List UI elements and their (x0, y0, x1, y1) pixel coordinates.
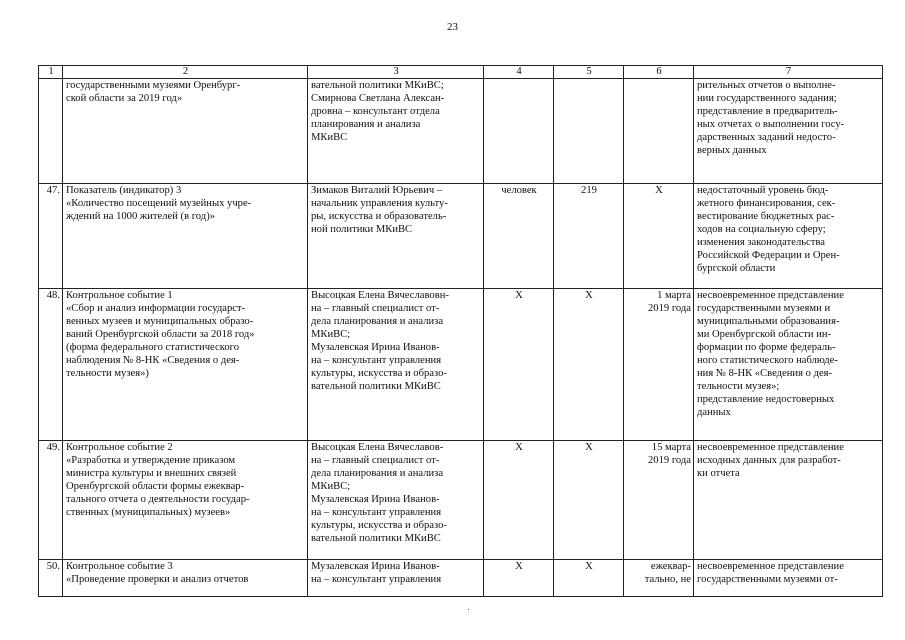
row-responsible: Зимаков Виталий Юрьевич – начальник управления культу- ры, искусства и образователь- ной политики МКиВС (308, 184, 484, 289)
row-value (554, 79, 624, 184)
column-header: 7 (694, 66, 883, 79)
row-risks: несвоевременное представление государственными музеями от- (694, 560, 883, 597)
column-header: 3 (308, 66, 484, 79)
row-risks: несвоевременное представление исходных данных для разработ- ки отчета (694, 441, 883, 560)
column-header: 6 (624, 66, 694, 79)
row-name: Показатель (индикатор) 3 «Количество посещений музейных учре- ждений на 1000 жителей (в год)» (63, 184, 308, 289)
row-date: 15 марта 2019 года (624, 441, 694, 560)
row-unit: Х (484, 560, 554, 597)
row-number: 49. (39, 441, 63, 560)
row-unit: Х (484, 441, 554, 560)
row-number: 50. (39, 560, 63, 597)
row-number: 47. (39, 184, 63, 289)
table-row (39, 289, 883, 441)
row-responsible: Высоцкая Елена Вячеславовн- на – главный специалист от- дела планирования и анализа МКиВС; Музалевская Ирина Иванов- на – консультант управления культуры, искусства и образо- вательной политики МКиВС (308, 289, 484, 441)
table-row (39, 184, 883, 289)
row-date: ежеквар- тально, не (624, 560, 694, 597)
row-number: 48. (39, 289, 63, 441)
table-row (39, 441, 883, 560)
table-row (39, 560, 883, 597)
row-value: Х (554, 441, 624, 560)
row-name: государственными музеями Оренбург- ской области за 2019 год» (63, 79, 308, 184)
row-value: Х (554, 289, 624, 441)
row-responsible: Высоцкая Елена Вячеславов- на – главный специалист от- дела планирования и анализа МКиВС; Музалевская Ирина Иванов- на – консультант управления культуры, искусства и образо- вательной политики МКиВС (308, 441, 484, 560)
row-number (39, 79, 63, 184)
table-row (39, 79, 883, 184)
row-date: 1 марта 2019 года (624, 289, 694, 441)
page-number: 23 (447, 21, 458, 33)
row-name: Контрольное событие 2 «Разработка и утверждение приказом министра культуры и внешних связей Оренбургской области формы ежеквар- тального отчета о деятельности государ- ственных (муниципальных) музеев» (63, 441, 308, 560)
row-date (624, 79, 694, 184)
row-risks: недостаточный уровень бюд- жетного финансирования, сек- вестирование бюджетных рас- ходов на социальную сферу; изменения законодательства Российской Федерации и Орен- бургской области (694, 184, 883, 289)
row-unit: человек (484, 184, 554, 289)
row-responsible: вательной политики МКиВС; Смирнова Светлана Алексан- дровна – консультант отдела планирования и анализа МКиВС (308, 79, 484, 184)
column-header: 5 (554, 66, 624, 79)
column-header: 4 (484, 66, 554, 79)
scan-speck (468, 609, 469, 610)
row-name: Контрольное событие 1 «Сбор и анализ информации государст- венных музеев и муниципальных образо- ваний Оренбургской области за 2018 год» (форма федерального статистического наблюдения № 8-НК «Сведения о дея- тельности музея») (63, 289, 308, 441)
row-value: Х (554, 560, 624, 597)
header-row (39, 66, 883, 79)
row-unit: Х (484, 289, 554, 441)
row-unit (484, 79, 554, 184)
row-date: Х (624, 184, 694, 289)
row-name: Контрольное событие 3 «Проведение проверки и анализ отчетов (63, 560, 308, 597)
row-risks: несвоевременное представление государственными музеями и муниципальными образования- ми Оренбургской области ин- формации по форме федераль- ного статистического наблюде- ния № 8-НК «Сведения о дея- тельности музея»; представление недостоверных данных (694, 289, 883, 441)
column-header: 1 (39, 66, 63, 79)
row-risks: рительных отчетов о выполне- нии государственного задания; представление в предваритель- ных отчетах о выполнении госу- дарственных заданий недосто- верных данных (694, 79, 883, 184)
column-header: 2 (63, 66, 308, 79)
row-responsible: Музалевская Ирина Иванов- на – консультант управления (308, 560, 484, 597)
row-value: 219 (554, 184, 624, 289)
plan-table (38, 65, 883, 597)
